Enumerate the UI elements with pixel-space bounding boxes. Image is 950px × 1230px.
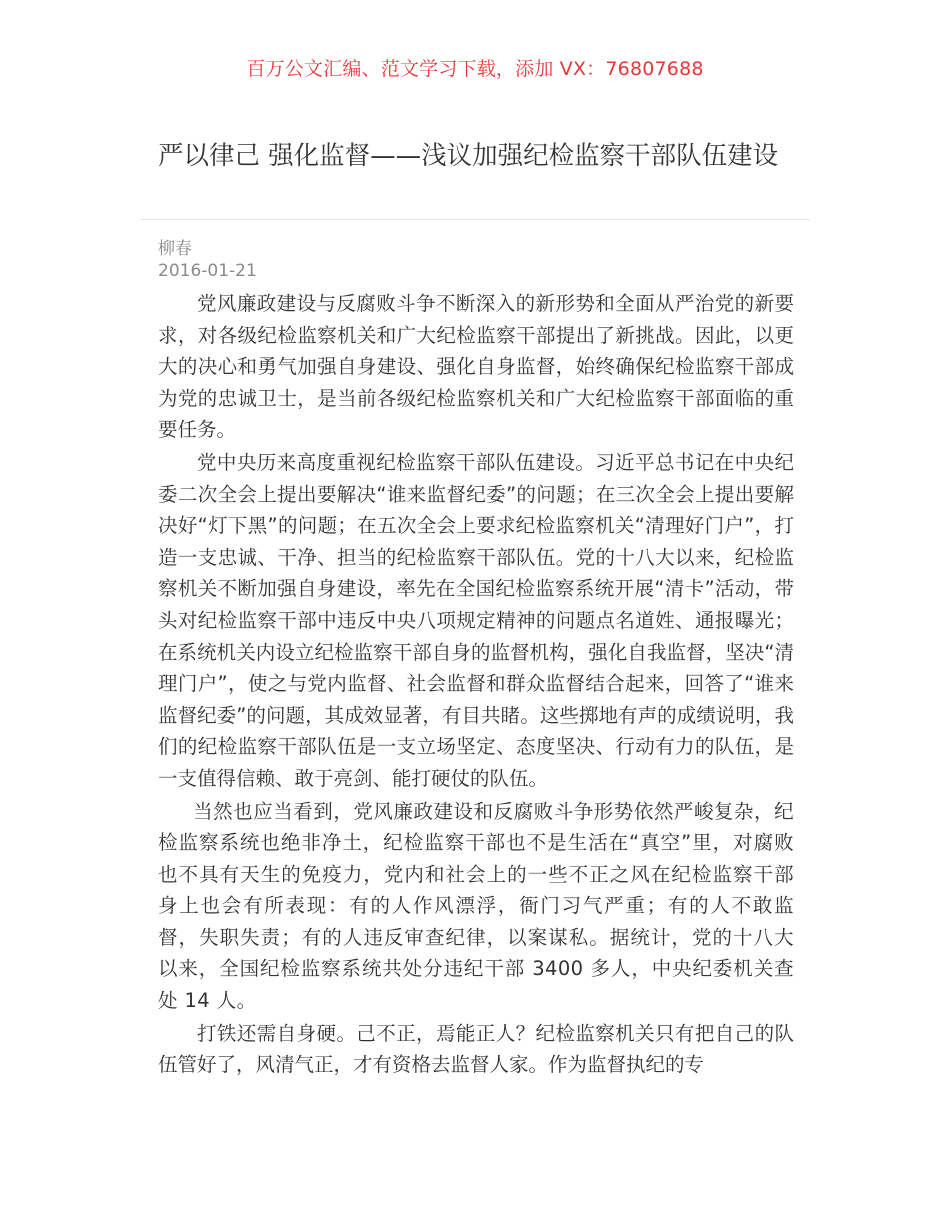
article-body	[158, 288, 794, 1082]
article-meta	[158, 238, 257, 282]
paragraph: 当然也应当看到，党风廉政建设和反腐败斗争形势依然严峻复杂，纪检监察系统也绝非净土，纪检监察干部也不是生活在“真空”里，对腐败也不具有天生的免疫力，党内和社会上的一些不正之风在纪检监察干部身上也会有所表现：有的人作风漂浮，衙门习气严重；有的人不敢监督，失职失责；有的人违反审查纪律，以案谋私。据统计，党的十八大以来，全国纪检监察系统共处分违纪干部 3400 多人，中央纪委机关查处 14 人。	[158, 799, 794, 1013]
paragraph: 打铁还需自身硬。己不正，焉能正人？纪检监察机关只有把自己的队伍管好了，风清气正，才有资格去监督人家。作为监督执纪的专	[158, 1021, 794, 1077]
paragraph: 党中央历来高度重视纪检监察干部队伍建设。习近平总书记在中央纪委二次全会上提出要解决“谁来监督纪委”的问题；在三次全会上提出要解决好“灯下黑”的问题；在五次全会上要求纪检监察机关“清理好门户”，打造一支忠诚、干净、担当的纪检监察干部队伍。党的十八大以来，纪检监察机关不断加强自身建设，率先在全国纪检监察系统开展“清卡”活动，带头对纪检监察干部中违反中央八项规定精神的问题点名道姓、通报曝光；在系统机关内设立纪检监察干部自身的监督机构，强化自我监督，坚决“清理门户”，使之与党内监督、社会监督和群众监督结合起来，回答了“谁来监督纪委”的问题，其成效显著，有目共睹。这些掷地有声的成绩说明，我们的纪检监察干部队伍是一支立场坚定、态度坚决、行动有力的队伍，是一支值得信赖、敢于亮剑、能打硬仗的队伍。	[158, 450, 794, 790]
paragraph: 党风廉政建设与反腐败斗争不断深入的新形势和全面从严治党的新要求，对各级纪检监察机关和广大纪检监察干部提出了新挑战。因此，以更大的决心和勇气加强自身建设、强化自身监督，始终确保纪检监察干部成为党的忠诚卫士，是当前各级纪检监察机关和广大纪检监察干部面临的重要任务。	[158, 292, 794, 442]
promo-banner: 百万公文汇编、范文学习下载，添加 VX：76807688	[246, 58, 704, 80]
author-name: 柳春	[158, 239, 192, 259]
article-title: 严以律己 强化监督——浅议加强纪检监察干部队伍建设	[158, 141, 779, 171]
publish-date: 2016-01-21	[158, 261, 257, 281]
title-divider	[140, 219, 810, 220]
